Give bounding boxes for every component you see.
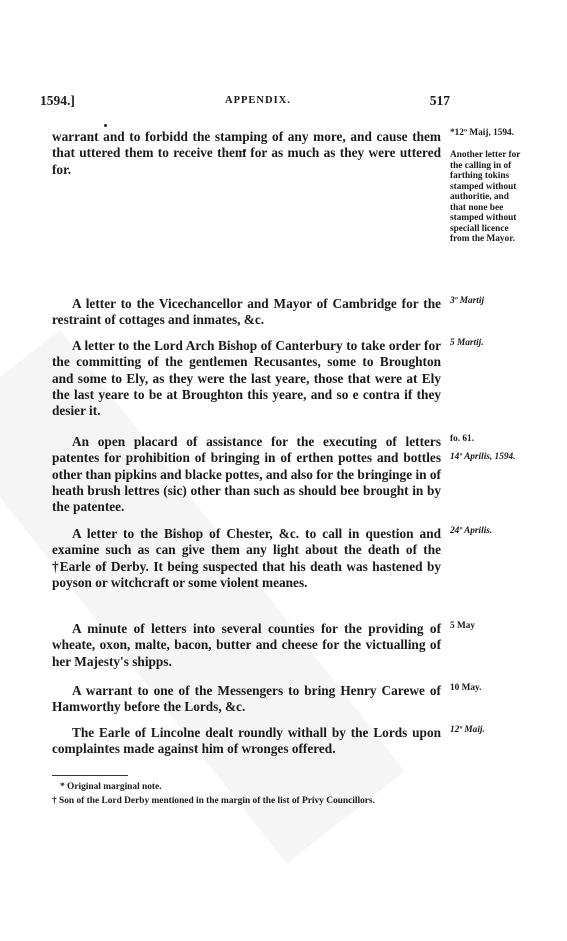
paragraph-2: A letter to the Vicechancellor and Mayor of Cambridge for the restraint of cottages and inmates, &c. <box>52 296 441 328</box>
margin-note-8: 12º Maij. <box>450 725 485 735</box>
margin-note-3: 5 Martij. <box>450 338 484 348</box>
paragraph-1: warrant and to forbidd the stamping of any more, and cause them that uttered them to receive them for as much as they were uttered for. <box>52 129 441 177</box>
margin-note-5: 24º Aprilis. <box>450 526 493 536</box>
paragraph-4: An open placard of assistance for the executing of letters patentes for prohibition of bringing in of erthen pottes and bottles other than pipkins and blacke pottes, and also for the bringinge in of heath brush lettres (sic) other than such as should bee brought in by the patentee. <box>52 434 441 515</box>
margin-note-date-1: *12º Maij, 1594. <box>450 128 515 138</box>
margin-note-1: Another letter for the calling in of farthing tokins stamped without authoritie, and that none bee stamped without speciall licence from the Mayor. <box>450 150 521 244</box>
page-number: 517 <box>429 93 450 108</box>
margin-note-7: 10 May. <box>450 683 482 693</box>
paragraph-8: The Earle of Lincolne dealt roundly withall by the Lords upon complaintes made against him of wronges offered. <box>52 725 441 757</box>
margin-note-2: 3º Martij <box>450 296 485 306</box>
margin-note-6: 5 May <box>450 621 476 631</box>
paragraph-3: A letter to the Lord Arch Bishop of Canterbury to take order for the committing of the gentlemen Recusantes, some to Broughton and some to Ely, as they were the last yeare, those that were at Ely the last yeare to be at Broughton this yeare, and so e contra if they desier it. <box>52 338 441 419</box>
running-header <box>40 93 450 111</box>
header-year: 1594.] <box>40 93 75 108</box>
header-title: APPENDIX. <box>225 95 291 106</box>
stray-mark <box>104 124 107 127</box>
margin-note-folio: fo. 61. <box>450 434 475 444</box>
paragraph-7: A warrant to one of the Messengers to bring Henry Carewe of Hamworthy before the Lords, &c. <box>52 683 441 715</box>
footnote-divider <box>52 775 128 776</box>
footnote-1: * Original marginal note. <box>60 782 162 792</box>
paragraph-6: A minute of letters into several counties for the providing of wheate, oxon, malte, bacon, butter and cheese for the victualling of her Majesty's shipps. <box>52 621 441 669</box>
margin-note-4: 14º Aprilis, 1594. <box>450 452 516 462</box>
footnote-2: † Son of the Lord Derby mentioned in the margin of the list of Privy Councillors. <box>52 796 375 806</box>
paragraph-5: A letter to the Bishop of Chester, &c. to call in question and examine such as can give them any light about the death of the †Earle of Derby. It being suspected that his death was hastened by poyson or witchcraft or some violent meanes. <box>52 526 441 590</box>
